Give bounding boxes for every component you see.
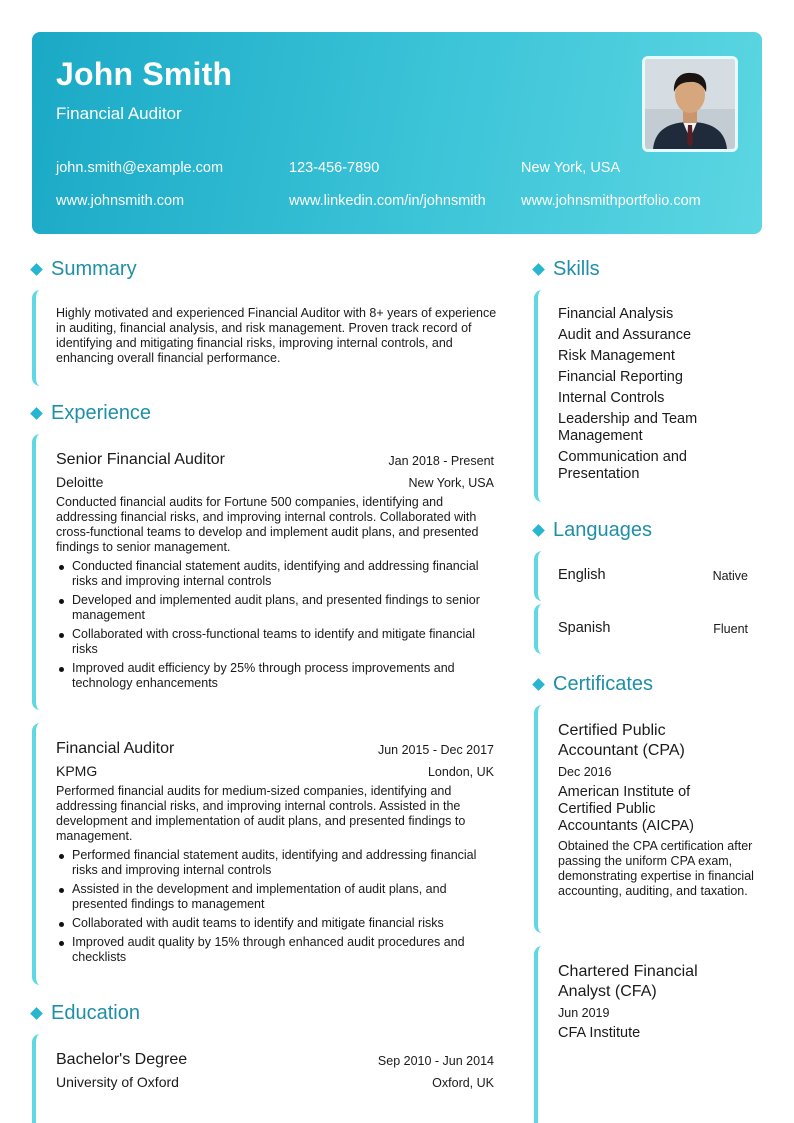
diamond-bullet-icon <box>532 263 545 276</box>
skill-item: Financial Analysis <box>558 306 674 322</box>
job-bullet: Performed financial statement audits, identifying and addressing financial risks and improving internal controls <box>56 848 502 878</box>
skill-item: Risk Management <box>558 348 675 364</box>
language-name: Spanish <box>558 620 611 636</box>
education-heading <box>30 1002 140 1025</box>
skills-heading-text: Skills <box>553 258 600 280</box>
job-bullet: Developed and implemented audit plans, and presented findings to senior management <box>56 593 502 623</box>
diamond-bullet-icon <box>532 678 545 691</box>
certificate-date: Dec 2016 <box>558 765 612 779</box>
linkedin-link[interactable]: www.linkedin.com/in/johnsmith <box>289 193 486 209</box>
certificate-name: Certified Public Accountant (CPA) <box>558 722 685 759</box>
certificate-issuer: American Institute of Certified Public Accountants (AICPA) <box>558 784 694 834</box>
languages-heading <box>532 519 652 542</box>
website-link[interactable]: www.johnsmith.com <box>56 193 185 209</box>
portfolio-link[interactable]: www.johnsmithportfolio.com <box>521 193 701 209</box>
skill-item: Internal Controls <box>558 390 665 406</box>
education-heading-text: Education <box>51 1002 140 1024</box>
phone-text[interactable]: 123-456-7890 <box>289 160 380 176</box>
diamond-bullet-icon <box>532 524 545 537</box>
job-title: Financial Auditor <box>56 740 175 757</box>
experience-card <box>32 723 502 985</box>
diamond-bullet-icon <box>30 263 43 276</box>
job-bullet: Collaborated with audit teams to identify and mitigate financial risks <box>56 916 502 931</box>
education-dates: Sep 2010 - Jun 2014 <box>377 1054 494 1068</box>
job-dates: Jun 2015 - Dec 2017 <box>377 743 494 757</box>
certificates-heading <box>532 673 653 696</box>
certificate-description: Obtained the CPA certification after passing the uniform CPA exam, demonstrating expertise in financial accounting, auditing, and taxation. <box>558 839 754 898</box>
skills-heading <box>532 258 600 281</box>
job-bullet: Improved audit efficiency by 25% through process improvements and technology enhancements <box>56 661 502 691</box>
skill-item: Leadership and Team Management <box>558 411 698 444</box>
education-degree: Bachelor's Degree <box>56 1051 188 1068</box>
location-text: New York, USA <box>521 160 621 176</box>
job-location: New York, USA <box>408 476 494 490</box>
experience-heading <box>30 402 151 425</box>
job-title: Senior Financial Auditor <box>56 451 225 468</box>
candidate-name: John Smith <box>56 56 233 92</box>
profile-photo <box>642 56 738 152</box>
summary-heading-text: Summary <box>51 258 137 280</box>
job-description: Performed financial audits for medium-sized companies, identifying and addressing financial risks, and improving internal controls. Assisted in the development and implementation of audit plans, and presented findings to management. <box>56 784 466 843</box>
resume-header <box>32 32 762 234</box>
job-bullet-list <box>56 559 502 691</box>
person-icon <box>645 59 735 149</box>
education-card <box>32 1034 502 1123</box>
certificate-card <box>534 946 762 1123</box>
language-card <box>534 604 762 654</box>
education-location: Oxford, UK <box>432 1076 494 1090</box>
language-name: English <box>558 567 606 583</box>
diamond-bullet-icon <box>30 1007 43 1020</box>
experience-card <box>32 434 502 710</box>
language-level: Fluent <box>713 622 748 636</box>
candidate-title: Financial Auditor <box>56 104 182 123</box>
summary-card <box>32 290 502 386</box>
email-link[interactable]: john.smith@example.com <box>56 160 224 176</box>
summary-text: Highly motivated and experienced Financial Auditor with 8+ years of experience in auditing, financial analysis, and risk management. Proven track record of identifying and mitigating financial risks, improving internal controls, and enhancing overall financial performance. <box>56 306 497 365</box>
language-level: Native <box>712 569 748 583</box>
job-company: KPMG <box>56 763 98 779</box>
certificate-issuer: CFA Institute <box>558 1025 641 1041</box>
job-bullet: Collaborated with cross-functional teams to identify and mitigate financial risks <box>56 627 502 657</box>
skill-item: Communication and Presentation <box>558 449 687 482</box>
skill-item: Audit and Assurance <box>558 327 692 343</box>
job-dates: Jan 2018 - Present <box>388 454 494 468</box>
job-bullet: Improved audit quality by 15% through enhanced audit procedures and checklists <box>56 935 502 965</box>
skills-card <box>534 290 762 502</box>
job-description: Conducted financial audits for Fortune 500 companies, identifying and addressing financial risks, and improving internal controls. Collaborated with cross-functional teams to develop and implement audit plans, and presented findings to senior management. <box>56 495 479 554</box>
summary-heading <box>30 258 137 281</box>
skill-item: Financial Reporting <box>558 369 683 385</box>
experience-heading-text: Experience <box>51 402 152 424</box>
diamond-bullet-icon <box>30 407 43 420</box>
job-company: Deloitte <box>56 474 104 490</box>
languages-heading-text: Languages <box>553 519 652 541</box>
certificate-card <box>534 705 762 933</box>
language-card <box>534 551 762 601</box>
certificate-date: Jun 2019 <box>558 1006 610 1020</box>
job-bullet: Conducted financial statement audits, identifying and addressing financial risks and improving internal controls <box>56 559 502 589</box>
certificates-heading-text: Certificates <box>553 673 654 695</box>
certificate-name: Chartered Financial Analyst (CFA) <box>558 963 698 1000</box>
job-bullet-list <box>56 848 502 965</box>
job-bullet: Assisted in the development and implementation of audit plans, and presented findings to management <box>56 882 502 912</box>
job-location: London, UK <box>427 765 494 779</box>
education-school: University of Oxford <box>56 1074 179 1090</box>
